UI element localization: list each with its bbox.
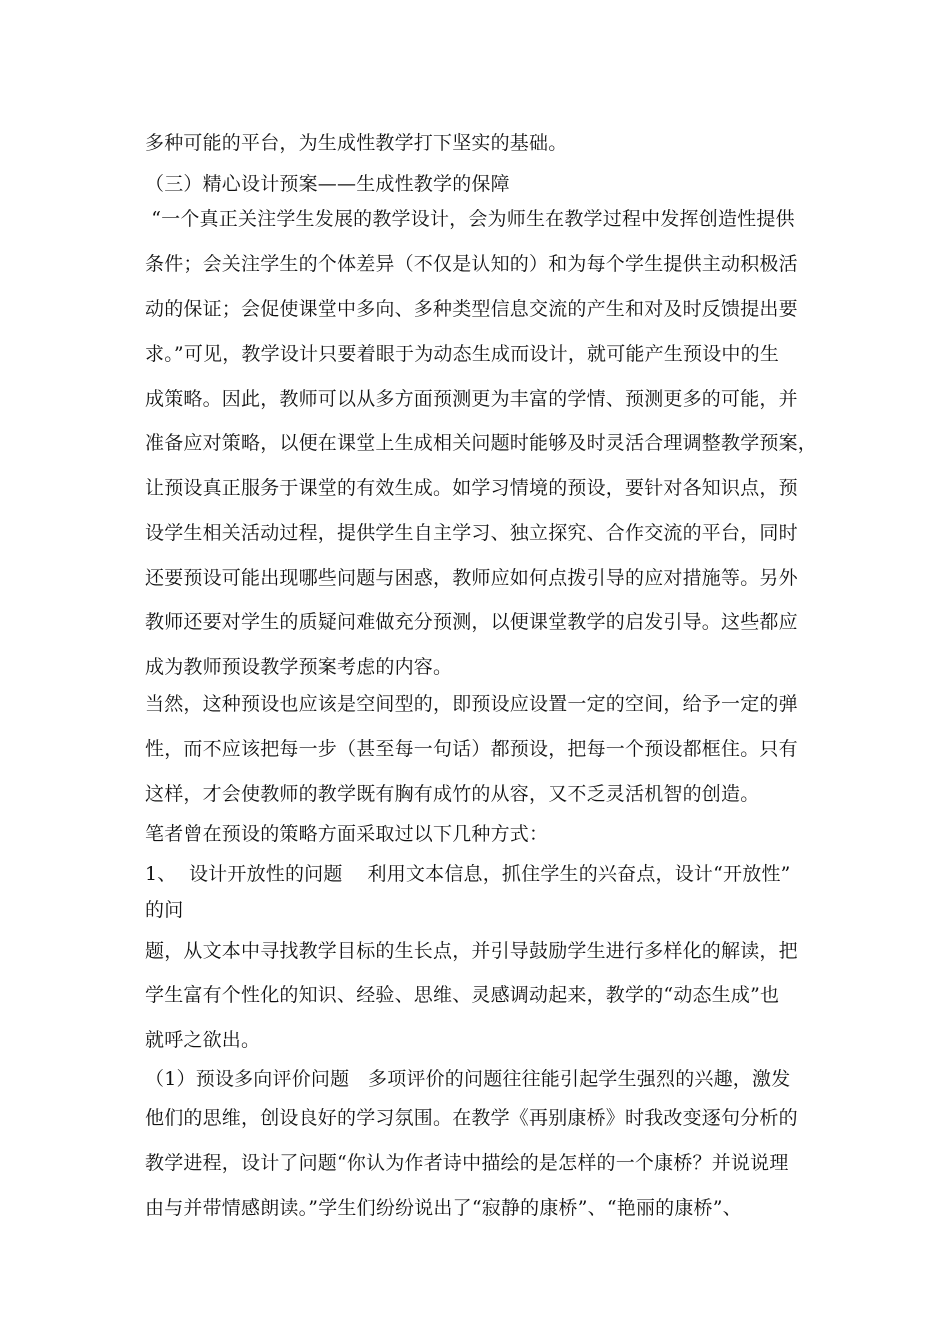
text-line: 成为教师预设教学预案考虑的内容。 bbox=[145, 656, 453, 678]
text-line: 条件；会关注学生的个体差异（不仅是认知的）和为每个学生提供主动积极活 bbox=[145, 253, 798, 275]
text-line: 题，从文本中寻找教学目标的生长点，并引导鼓励学生进行多样化的解读，把 bbox=[145, 940, 798, 962]
text-line: 的问 bbox=[145, 899, 184, 921]
text-line: 笔者曾在预设的策略方面采取过以下几种方式： bbox=[145, 823, 549, 845]
text-line: 这样，才会使教师的教学既有胸有成竹的从容，又不乏灵活机智的创造。 bbox=[145, 783, 760, 805]
section-heading: （三）精心设计预案——生成性教学的保障 bbox=[145, 173, 510, 195]
text-line: 性，而不应该把每一步（甚至每一句话）都预设，把每一个预设都框住。只有 bbox=[145, 738, 798, 760]
text-line: 教学进程，设计了问题“你认为作者诗中描绘的是怎样的一个康桥？并说说理 bbox=[145, 1152, 789, 1174]
text-line: 他们的思维，创设良好的学习氛围。在教学《再别康桥》时我改变逐句分析的 bbox=[145, 1107, 798, 1129]
text-line: 动的保证；会促使课堂中多向、多种类型信息交流的产生和对及时反馈提出要 bbox=[145, 298, 798, 320]
subheading-line: （1）预设多向评价问题 多项评价的问题往往能引起学生强烈的兴趣，激发 bbox=[145, 1068, 791, 1090]
text-line: 由与并带情感朗读。”学生们纷纷说出了“寂静的康桥”、“艳丽的康桥”、 bbox=[145, 1197, 742, 1219]
text-line: 就呼之欲出。 bbox=[145, 1029, 261, 1051]
text-line: “一个真正关注学生发展的教学设计，会为师生在教学过程中发挥创造性提供 bbox=[145, 208, 795, 230]
numbered-heading: 1、 设计开放性的问题 利用文本信息，抓住学生的兴奋点，设计“开放性” bbox=[145, 863, 791, 885]
text-line: 准备应对策略，以便在课堂上生成相关问题时能够及时灵活合理调整教学预案， bbox=[145, 432, 818, 454]
text-line: 多种可能的平台，为生成性教学打下坚实的基础。 bbox=[145, 132, 568, 154]
text-line: 设学生相关活动过程，提供学生自主学习、独立探究、合作交流的平台，同时 bbox=[145, 522, 798, 544]
text-line: 求。”可见，教学设计只要着眼于为动态生成而设计，就可能产生预设中的生 bbox=[145, 343, 780, 365]
text-line: 教师还要对学生的质疑问难做充分预测，以便课堂教学的启发引导。这些都应 bbox=[145, 611, 798, 633]
text-line: 还要预设可能出现哪些问题与困惑，教师应如何点拨引导的应对措施等。另外 bbox=[145, 567, 798, 589]
text-line: 成策略。因此，教师可以从多方面预测更为丰富的学情、预测更多的可能，并 bbox=[145, 388, 798, 410]
text-line: 学生富有个性化的知识、经验、思维、灵感调动起来，教学的“动态生成”也 bbox=[145, 984, 780, 1006]
text-line: 当然，这种预设也应该是空间型的，即预设应设置一定的空间，给予一定的弹 bbox=[145, 693, 798, 715]
text-line: 让预设真正服务于课堂的有效生成。如学习情境的预设，要针对各知识点，预 bbox=[145, 477, 798, 499]
